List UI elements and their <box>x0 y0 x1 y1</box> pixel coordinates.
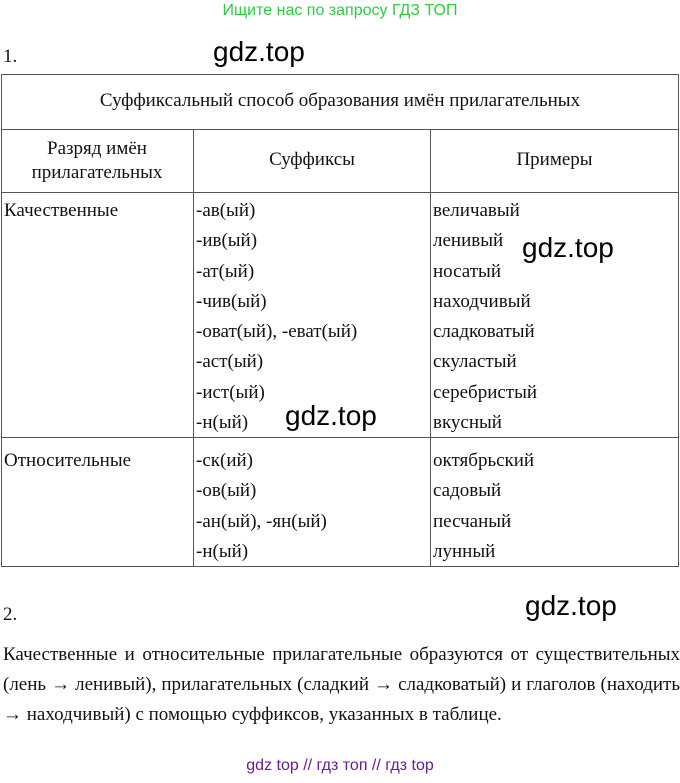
header-category-line: прилагательных <box>31 162 163 183</box>
header-category-line: Разряд имён <box>47 138 147 159</box>
watermark: gdz.top <box>213 36 305 67</box>
bottom-banner[interactable]: gdz top // гдз топ // гдз top <box>246 757 434 774</box>
header-suffixes: Суффиксы <box>269 149 355 170</box>
example-item: ленивый <box>433 230 504 252</box>
suffix-item: -н(ый) <box>196 540 249 562</box>
example-item: серебристый <box>433 381 538 403</box>
suffix-item: -ив(ый) <box>196 230 258 252</box>
header-examples: Примеры <box>516 149 593 170</box>
table-border-right <box>678 74 679 567</box>
table-divider <box>1 129 679 130</box>
example-item: величавый <box>433 200 520 221</box>
suffix-item: -ск(ий) <box>196 450 253 471</box>
explanation-paragraph: Качественные и относительные прилагательные образуются от существительных (лень → ленивый), прилагательных (сладкий → сладковатый) и глаголов (находить → находчивый) с помощью суффиксов, указанных в таблице. <box>3 644 680 725</box>
suffix-item: -ист(ый) <box>196 381 265 403</box>
section-number-1: 1. <box>3 46 18 67</box>
table-column-divider <box>193 129 194 567</box>
table-border-top <box>1 74 679 75</box>
example-item: находчивый <box>433 290 531 312</box>
suffix-item: -аст(ый) <box>196 351 264 373</box>
suffix-item: -ов(ый) <box>196 480 257 502</box>
watermark: gdz.top <box>522 232 614 263</box>
category-qualitative: Качественные <box>4 200 119 221</box>
example-item: носатый <box>433 260 501 282</box>
suffix-item: -ат(ый) <box>196 260 255 282</box>
suffix-list <box>196 446 327 567</box>
table-divider <box>1 192 679 193</box>
suffix-item: -чив(ый) <box>196 290 267 312</box>
section-number-2: 2. <box>3 604 18 625</box>
table-border-bottom <box>1 566 679 567</box>
example-item: вкусный <box>433 412 502 434</box>
suffix-item: -оват(ый), -еват(ый) <box>196 321 358 343</box>
example-item: сладковатый <box>433 321 535 343</box>
example-item: лунный <box>433 540 496 562</box>
example-list <box>433 446 534 567</box>
example-item: песчаный <box>433 510 512 532</box>
table-column-divider <box>430 129 431 567</box>
header-category <box>1 137 193 185</box>
suffix-item: -ав(ый) <box>196 200 256 221</box>
example-item: садовый <box>433 480 502 502</box>
top-banner[interactable]: Ищите нас по запросу ГДЗ ТОП <box>222 2 458 19</box>
example-item: скуластый <box>433 351 517 373</box>
suffix-item: -н(ый) <box>196 412 249 434</box>
example-item: октябрьский <box>433 450 535 471</box>
suffix-item: -ан(ый), -ян(ый) <box>196 510 327 532</box>
watermark: gdz.top <box>525 590 617 621</box>
table-title: Суффиксальный способ образования имён прилагательных <box>99 90 581 111</box>
watermark: gdz.top <box>285 400 377 431</box>
category-relative: Относительные <box>4 450 132 471</box>
